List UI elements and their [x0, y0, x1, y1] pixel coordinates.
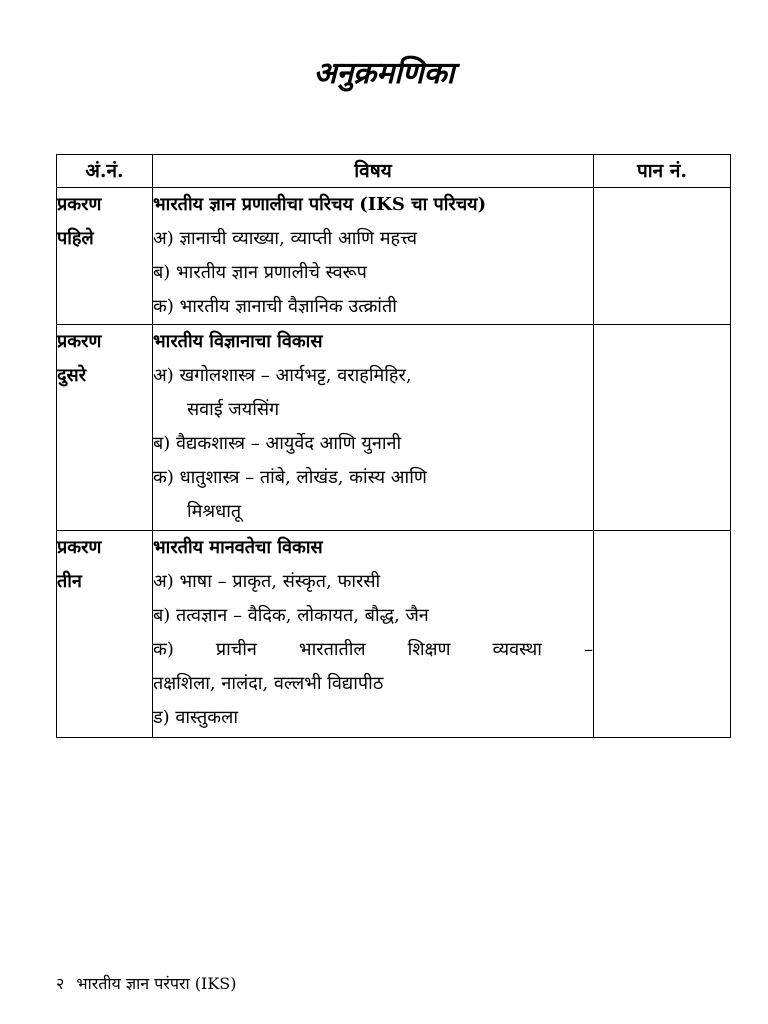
page-number-cell: [594, 188, 731, 325]
chapter-label: प्रकरण: [57, 331, 102, 352]
page-number-cell: [594, 325, 731, 531]
chapter-heading: भारतीय ज्ञान प्रणालीचा परिचय (IKS चा परिचय): [153, 194, 487, 215]
chapter-number: पहिले: [57, 228, 94, 249]
list-item: ब) तत्वज्ञान – वैदिक, लोकायत, बौद्ध, जैन: [153, 605, 429, 626]
list-item: अ) खगोलशास्त्र – आर्यभट्ट, वराहमिहिर,: [153, 365, 412, 386]
list-item: अ) भाषा – प्राकृत, संस्कृत, फारसी: [153, 571, 381, 592]
list-item: क) धातुशास्त्र – तांबे, लोखंड, कांस्य आणि: [153, 467, 427, 488]
chapter-label: प्रकरण: [57, 194, 102, 215]
chapter-heading: भारतीय विज्ञानाचा विकास: [153, 331, 323, 352]
list-item-continuation: तक्षशिला, नालंदा, वल्लभी विद्यापीठ: [153, 673, 384, 694]
list-item-continuation: मिश्रधातू: [187, 501, 242, 522]
subject-cell: [153, 531, 594, 738]
chapter-number: दुसरे: [57, 365, 87, 386]
header-subject: विषय: [153, 155, 594, 188]
chapter-number: तीन: [57, 571, 82, 592]
chapter-cell: [57, 188, 153, 325]
list-item: ब) भारतीय ज्ञान प्रणालीचे स्वरूप: [153, 262, 367, 283]
list-item: ब) वैद्यकशास्त्र – आयुर्वेद आणि युनानी: [153, 433, 402, 454]
page-title: अनुक्रमणिका: [313, 56, 455, 91]
header-page-number: पान नं.: [594, 155, 731, 188]
chapter-label: प्रकरण: [57, 537, 102, 558]
footer-book-title: भारतीय ज्ञान परंपरा (IKS): [76, 974, 237, 993]
table-header-row: [57, 155, 731, 188]
list-item: क) प्राचीन भारतातील शिक्षण व्यवस्था –: [153, 639, 593, 660]
chapter-cell: [57, 531, 153, 738]
chapter-heading: भारतीय मानवतेचा विकास: [153, 537, 323, 558]
subject-cell: [153, 325, 594, 531]
list-item-continuation: सवाई जयसिंग: [187, 399, 280, 420]
page-number-cell: [594, 531, 731, 738]
chapter-cell: [57, 325, 153, 531]
subject-cell: [153, 188, 594, 325]
list-item: अ) ज्ञानाची व्याख्या, व्याप्ती आणि महत्त्व: [153, 228, 418, 249]
table-row: [57, 188, 731, 325]
page-footer: [56, 970, 248, 998]
table-row: [57, 325, 731, 531]
list-item: क) भारतीय ज्ञानाची वैज्ञानिक उत्क्रांती: [153, 296, 397, 317]
table-row: [57, 531, 731, 738]
table-of-contents: [56, 154, 731, 738]
header-serial-number: अं.नं.: [57, 155, 153, 188]
list-item: ड) वास्तुकला: [153, 707, 238, 728]
footer-page-number: २: [56, 974, 65, 993]
